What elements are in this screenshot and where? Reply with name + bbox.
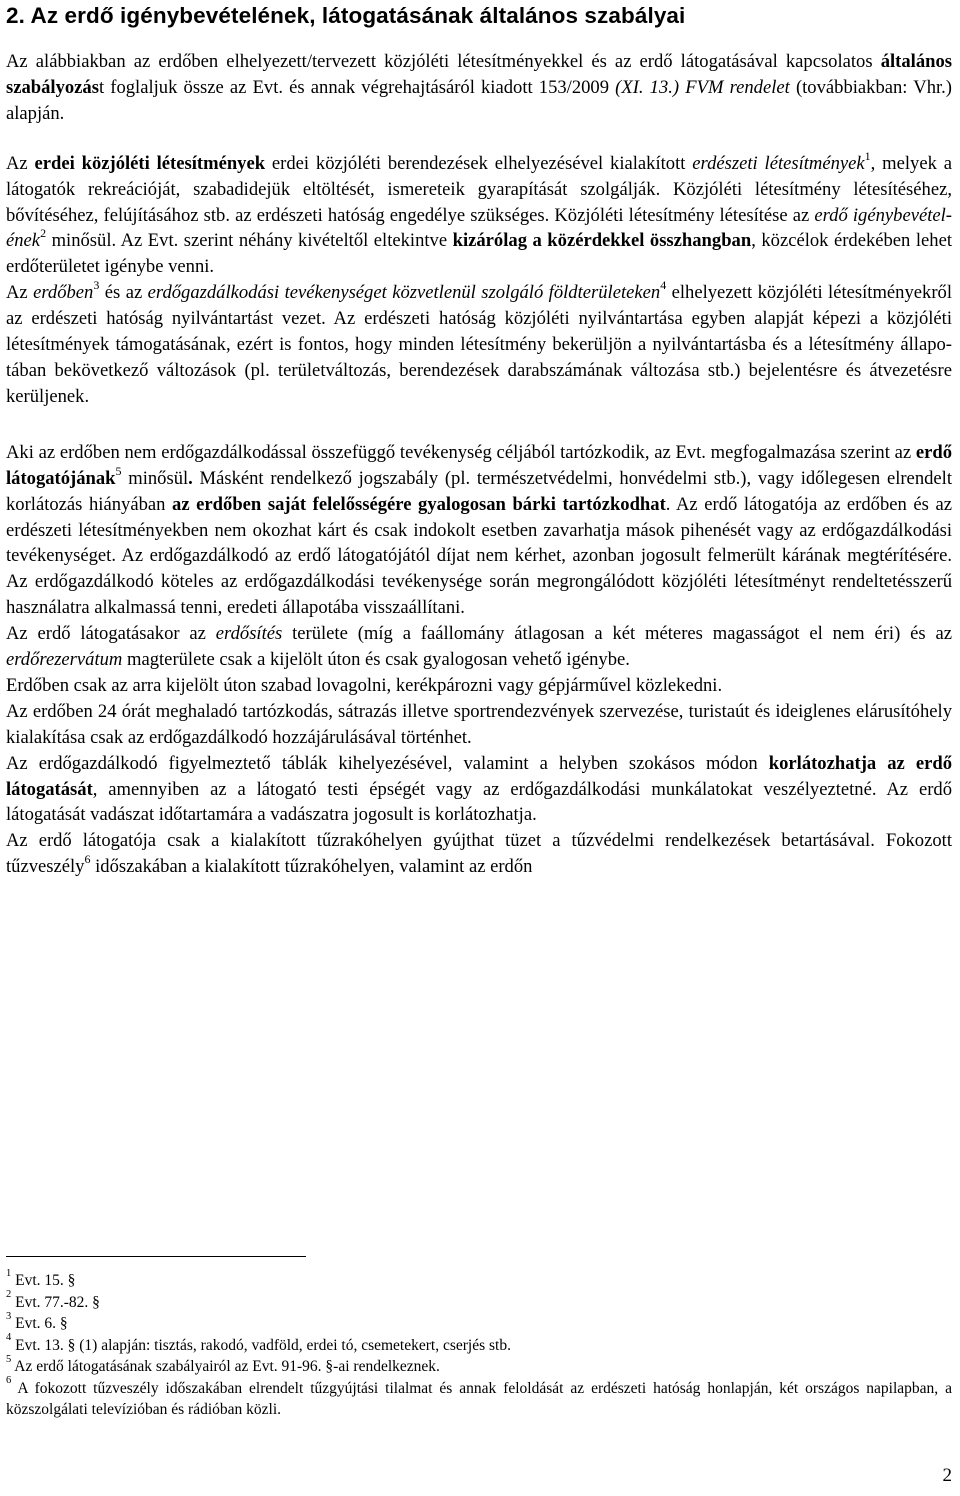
footnote-text: Evt. 15. § <box>11 1272 76 1289</box>
bold-text: erdei közjóléti létesítmények <box>34 152 266 174</box>
text: , melyek a látogatók rekreációját, szabadidejük eltöltését, ismereteik gyarapítását szolgálják. Közjóléti létesítmény létesítéséhez, bővítéséhez, felújításához stb. az erdészeti hatóság engedélye szükséges. Közjóléti létesítmény létesítése az <box>6 152 952 226</box>
text: magterülete csak a kijelölt úton és csak gyalogosan vehető igénybe. <box>122 649 630 671</box>
text: Az <box>6 152 35 174</box>
footnote-number: 6 <box>6 1375 12 1387</box>
text: . Az erdő látogatója az erdőben és az erdészeti létesítményekben nem okozhat kárt és csak indokolt esetben zavarhatja mások pihenését vagy az erdőgazdálkodási tevékenységet. Az erdőgazdálkodó az erdő látogatójától díjat nem kérhet, azonban jogosult felmerült kárának megtérítésére. Az erdőgazdálkodó köteles az erdőgazdálkodási tevékenysége során megrongálódott közjóléti létesítményt rendeltetésszerű használatra alkalmassá tenni, eredeti állapotába visszaállítani. <box>6 493 953 619</box>
text: erdei közjóléti berendezések elhelyezésével kialakított <box>265 152 693 174</box>
footnotes <box>6 1267 952 1421</box>
bold-text: az erdőben saját felelősségére gyalogosan bárki tartózkodhat <box>172 493 666 515</box>
section-heading: 2. Az erdő igénybevételének, látogatásának általános szabályai <box>6 3 686 28</box>
intro-paragraph <box>6 49 952 127</box>
bold-text: erdő látogatójának <box>6 441 952 489</box>
paragraph-6: Az erdőben 24 órát meghaladó tartózkodás, sátrazás illetve sportrendezvények szervezése, turistaút és ideiglenes elárusítóhely kialakítása csak az erdőgazdálkodó hozzájárulásával történhet. <box>6 700 952 748</box>
footnote-ref[interactable]: 6 <box>84 852 91 867</box>
text: , amennyiben az a látogató testi épségét vagy az erdőgazdálkodási munkálatokat veszélyeztetné. Az erdő látogatását vadászat időtartamára a vadászatra jogosult is korlátozhatja. <box>6 778 952 826</box>
text: és az <box>99 282 148 304</box>
paragraph-3 <box>6 440 952 880</box>
footnote-item <box>6 1332 952 1357</box>
footnote-text: Evt. 77.-82. § <box>11 1293 100 1311</box>
text: Az <box>6 282 34 304</box>
bold-text: kizárólag a közérdekkel összhangban <box>452 230 752 252</box>
page-number: 2 <box>942 1465 952 1486</box>
italic-text: erdőben <box>33 282 94 304</box>
text: minősül <box>121 467 189 489</box>
text: Az erdőgazdálkodó figyelmeztető táblák kihelyezésével, valamint a helyben szokásos módon <box>6 752 769 774</box>
text: , közcélok érdekében lehet erdőterületet igénybe venni. <box>6 230 952 278</box>
bold-text: . <box>188 467 193 489</box>
text: Az erdő látogatásakor az <box>6 623 216 645</box>
paragraph-5: Erdőben csak az arra kijelölt úton szabad lovagolni, kerékpározni vagy gépjárművel közlekedni. <box>6 674 723 696</box>
footnote-item <box>6 1289 952 1314</box>
footnote-item <box>6 1353 952 1378</box>
footnote-number: 3 <box>6 1310 12 1322</box>
italic-text: erdősítés <box>215 623 283 645</box>
footnote-number: 1 <box>6 1267 12 1279</box>
footnote-number: 5 <box>6 1353 12 1365</box>
text: t foglaljuk össze az Evt. és annak végrehajtásáról kiadott 153/2009 <box>98 76 616 98</box>
bold-text: általános szabályozás <box>6 51 952 98</box>
footnote-item <box>6 1310 952 1335</box>
italic-text: erdőrezervátum <box>6 649 123 671</box>
footnote-ref[interactable]: 1 <box>864 148 871 163</box>
footnote-ref[interactable]: 4 <box>660 278 667 293</box>
text: elhelyezett közjóléti létesítményekről az erdészeti hatóság nyilvántartást vezet. Az erdészeti hatóság közjóléti nyilvántartása egyben alapját képezi a közjóléti létesítmények támogatásának, ezért is fontos, hogy minden létesítmény bekerüljön a nyilvántartásba és a létesítmény állapotában bekövetkező változások (pl. területváltozás, berendezések darabszámának változása stb.) bejelentésre és átvezetésre kerüljenek. <box>6 282 952 407</box>
footnote-text: Evt. 13. § (1) alapján: tisztás, rakodó, vadföld, erdei tó, csemetekert, cserjés stb. <box>11 1336 511 1354</box>
text: területe (míg a faállomány átlagosan a két méteres magasságot el nem éri) és az <box>282 623 952 645</box>
paragraph-1 <box>6 148 952 410</box>
text: minősül. Az Evt. szerint néhány kivételtől eltekintve <box>46 230 453 252</box>
italic-text: erdészeti létesítmények <box>692 152 865 174</box>
bold-text: korlátozhatja az erdő látogatását <box>6 752 953 800</box>
text: (továbbiakban: Vhr.) alapján. <box>6 76 952 124</box>
text: Aki az erdőben nem erdőgazdálkodással összefüggő tevékenység céljából tartózkodik, az Evt. megfogalmazása szerint az <box>6 441 916 463</box>
footnote-ref[interactable]: 3 <box>93 278 100 293</box>
footnote-text: A fokozott tűzveszély időszakában elrendelt tűzgyújtási tilalmat és annak feloldását az erdészeti hatóság honlapján, két országos napilapban, a közszolgálati televízióban és rádióban közli. <box>6 1379 952 1418</box>
document-page <box>6 0 952 880</box>
footnote-text: Evt. 6. § <box>11 1315 68 1332</box>
footnote-ref[interactable]: 5 <box>115 463 122 478</box>
footnote-item <box>6 1375 952 1421</box>
text: időszakában a kialakított tűzrakóhelyen, valamint az erdőn <box>90 856 533 878</box>
footnote-separator <box>6 1256 306 1257</box>
italic-text: erdőgazdálkodási tevékenységet közvetlenül szolgáló földterületeken <box>147 282 661 304</box>
italic-text: (XI. 13.) FVM rendelet <box>615 76 790 98</box>
footnote-text: Az erdő látogatásának szabályairól az Evt. 91-96. §-ai rendelkeznek. <box>11 1358 440 1375</box>
footnote-number: 4 <box>6 1332 12 1344</box>
footnote-item <box>6 1267 952 1292</box>
text: Másként rendelkező jogszabály (pl. természetvédelmi, honvédelmi stb.), vagy időlegesen elrendelt korlátozás hiányában <box>6 467 952 515</box>
italic-text: erdő igénybevételének <box>6 204 952 252</box>
text: Az erdő látogatója csak a kialakított tűzrakóhelyen gyújthat tüzet a tűzvédelmi rendelkezések betartásával. Fokozott tűzveszély <box>6 830 952 878</box>
footnote-number: 2 <box>6 1289 12 1301</box>
footnote-ref[interactable]: 2 <box>40 226 47 241</box>
text: Az alábbiakban az erdőben elhelyezett/tervezett közjóléti létesítményekkel és az erdő látogatásával kapcsolatos <box>6 51 881 72</box>
